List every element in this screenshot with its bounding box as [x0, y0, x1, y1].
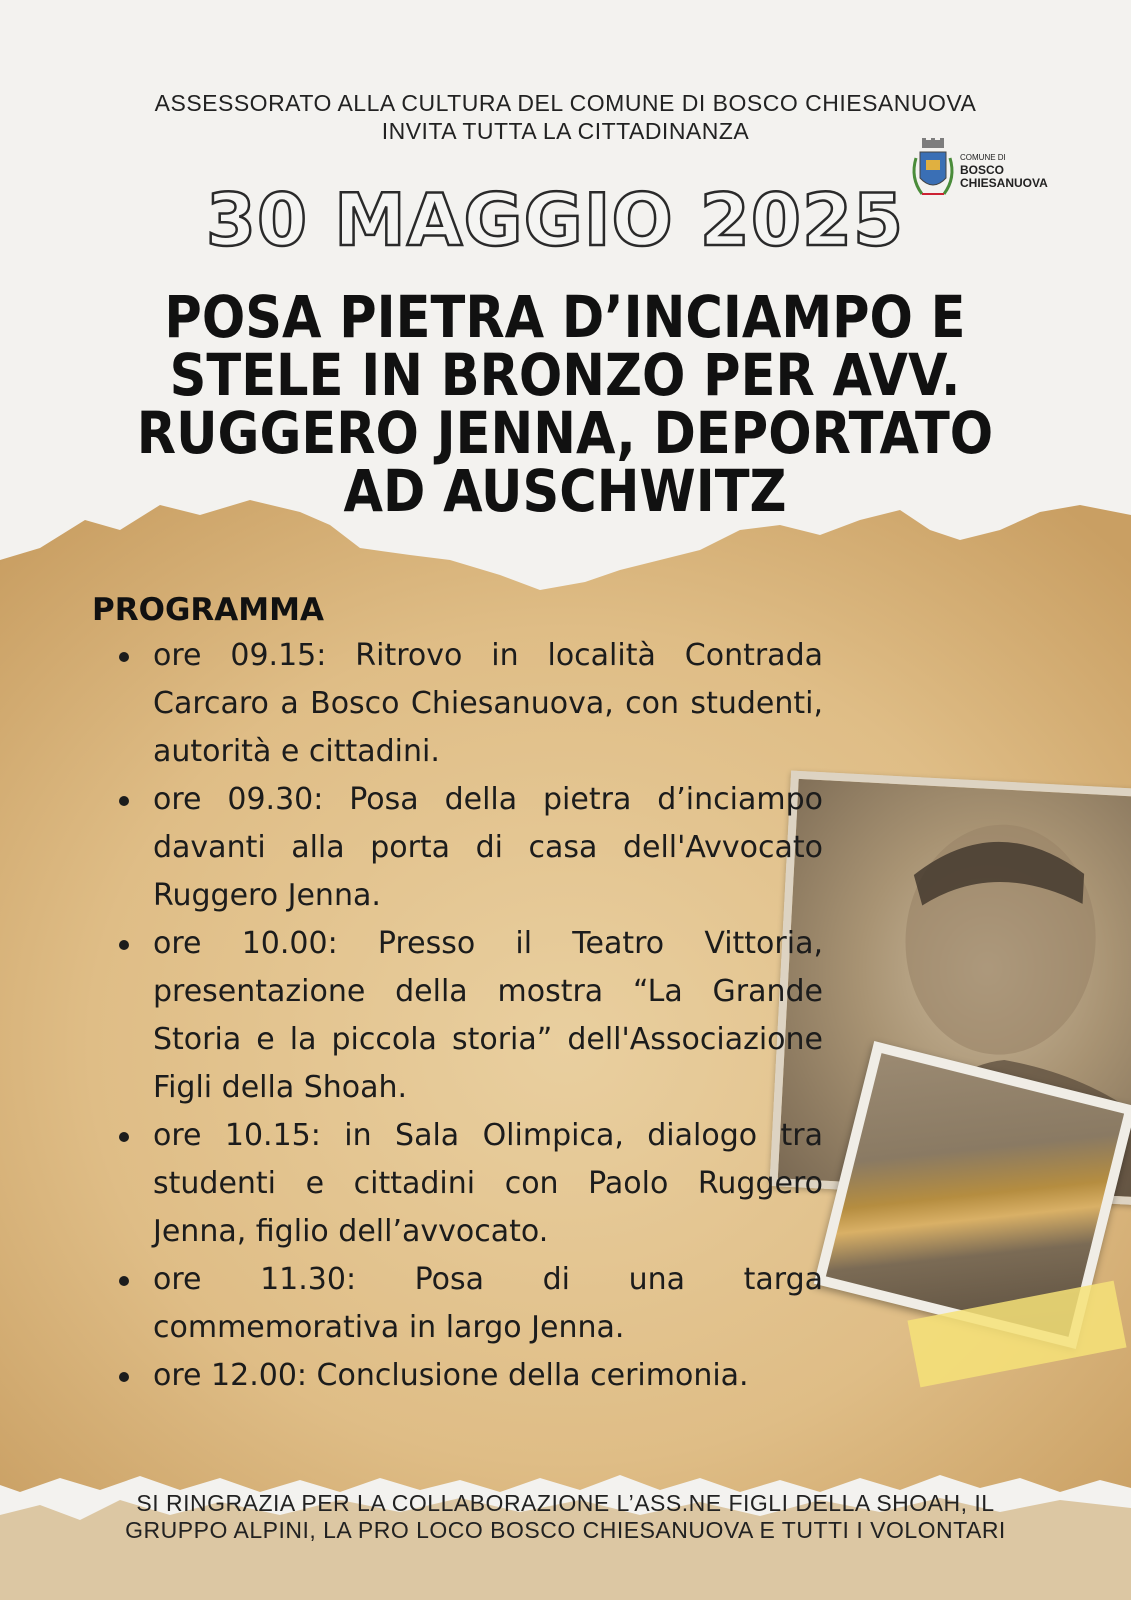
- logo-name-line1: BOSCO: [960, 163, 1005, 177]
- event-title: POSA PIETRA D’INCIAMPO E STELE IN BRONZO PER AVV. RUGGERO JENNA, DEPORTATO AD AUSCHWITZ: [136, 283, 994, 525]
- program-item: ore 09.30: Posa della pietra d’inciampo davanti alla porta di casa dell'Avvocato Ruggero Jenna.: [115, 776, 823, 920]
- event-date: 30 MAGGIO 2025: [205, 178, 905, 262]
- organizer-line: ASSESSORATO ALLA CULTURA DEL COMUNE DI BOSCO CHIESANUOVA: [154, 90, 977, 116]
- program-item: ore 11.30: Posa di una targa commemorativa in largo Jenna.: [115, 1256, 823, 1352]
- program-item: ore 12.00: Conclusione della cerimonia.: [115, 1352, 823, 1400]
- program-item: ore 10.15: in Sala Olimpica, dialogo tra studenti e cittadini con Paolo Ruggero Jenna, figlio dell’avvocato.: [115, 1112, 823, 1256]
- acknowledgement-line: SI RINGRAZIA PER LA COLLABORAZIONE L’ASS.NE FIGLI DELLA SHOAH, IL: [136, 1490, 995, 1516]
- program-list: [115, 632, 823, 1400]
- logo-caption: COMUNE DI: [960, 153, 1006, 162]
- program-item: ore 10.00: Presso il Teatro Vittoria, presentazione della mostra “La Grande Storia e la piccola storia” dell'Associazione Figli della Shoah.: [115, 920, 823, 1112]
- logo-name-line2: CHIESANUOVA: [960, 176, 1048, 190]
- acknowledgement-line: GRUPPO ALPINI, LA PRO LOCO BOSCO CHIESANUOVA E TUTTI I VOLONTARI: [125, 1517, 1006, 1543]
- program-heading: PROGRAMMA: [92, 592, 324, 628]
- program-item: ore 09.15: Ritrovo in località Contrada Carcaro a Bosco Chiesanuova, con studenti, autorità e cittadini.: [115, 632, 823, 776]
- invitation-line: INVITA TUTTA LA CITTADINANZA: [381, 118, 750, 144]
